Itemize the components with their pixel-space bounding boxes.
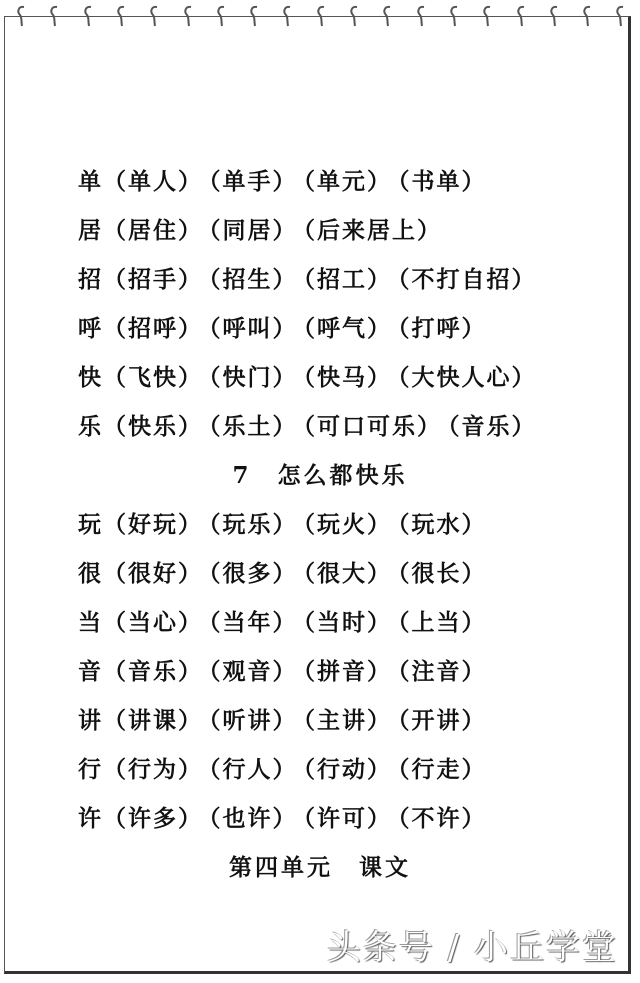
word: （当年） [209, 609, 298, 636]
spiral-ring-icon [183, 4, 195, 30]
spiral-ring-icon [282, 4, 294, 30]
row-char: 音 [78, 658, 103, 685]
word: （呼叫） [209, 315, 298, 342]
word: （不许） [398, 805, 487, 832]
word: （不打自招） [398, 266, 537, 293]
word: （可口可乐） [303, 413, 442, 440]
spiral-binding [0, 0, 640, 40]
word: （音乐） [448, 413, 537, 440]
word: （拼音） [303, 658, 392, 685]
word: （招手） [103, 266, 203, 293]
word: （很多） [209, 560, 298, 587]
word: （当心） [103, 609, 203, 636]
word: （书单） [398, 168, 487, 195]
word: （听讲） [209, 707, 298, 734]
spiral-ring-icon [16, 4, 28, 30]
spiral-ring-icon [49, 4, 61, 30]
word-row [78, 359, 543, 392]
row-char: 居 [78, 217, 103, 244]
word-row [78, 653, 493, 686]
row-char: 乐 [78, 413, 103, 440]
word: （行人） [209, 756, 298, 783]
word-row [78, 163, 493, 196]
word: （行为） [103, 756, 203, 783]
word: （好玩） [103, 511, 203, 538]
word: （注音） [398, 658, 487, 685]
spiral-ring-icon [316, 4, 328, 30]
row-char: 讲 [78, 707, 103, 734]
spiral-ring-icon [449, 4, 461, 30]
word: （大快人心） [398, 364, 537, 391]
word: （飞快） [103, 364, 203, 391]
word: （快马） [303, 364, 392, 391]
row-char: 单 [78, 168, 103, 195]
word: （招工） [303, 266, 392, 293]
spiral-ring-icon [482, 4, 494, 30]
word-row [78, 555, 493, 588]
word: （快门） [209, 364, 298, 391]
word: （开讲） [398, 707, 487, 734]
word: （招生） [209, 266, 298, 293]
word: （主讲） [303, 707, 392, 734]
unit-title: 第四单元 课文 [229, 854, 411, 881]
spiral-ring-icon [516, 4, 528, 30]
word: （很大） [303, 560, 392, 587]
spiral-ring-icon [382, 4, 394, 30]
word: （乐土） [209, 413, 298, 440]
row-char: 玩 [78, 511, 103, 538]
spiral-ring-icon [615, 4, 627, 30]
word: （玩水） [398, 511, 487, 538]
spiral-ring-icon [416, 4, 428, 30]
word-row [78, 604, 493, 637]
word: （快乐） [103, 413, 203, 440]
spiral-ring-icon [249, 4, 261, 30]
word: （居住） [103, 217, 203, 244]
word-row [78, 702, 493, 735]
word: （单手） [209, 168, 298, 195]
word-row [78, 310, 493, 343]
word-row [78, 751, 493, 784]
row-char: 许 [78, 805, 103, 832]
spiral-ring-icon [116, 4, 128, 30]
watermark: 头条号 / 小丘学堂 [326, 928, 618, 968]
word: （很长） [398, 560, 487, 587]
row-char: 呼 [78, 315, 103, 342]
spiral-ring-icon [349, 4, 361, 30]
word: （打呼） [398, 315, 487, 342]
word-row [78, 800, 493, 833]
word: （同居） [209, 217, 298, 244]
word: （上当） [398, 609, 487, 636]
word: （观音） [209, 658, 298, 685]
word-row [78, 261, 543, 294]
word: （单元） [303, 168, 392, 195]
word-row [78, 408, 543, 441]
word: （当时） [303, 609, 392, 636]
lesson-title: 7 怎么都快乐 [232, 462, 408, 489]
word: （音乐） [103, 658, 203, 685]
word: （后来居上） [303, 217, 442, 244]
word-row [78, 506, 493, 539]
word: （招呼） [103, 315, 203, 342]
word: （行动） [303, 756, 392, 783]
spiral-ring-icon [216, 4, 228, 30]
word: （许可） [303, 805, 392, 832]
spiral-ring-icon [83, 4, 95, 30]
row-char: 当 [78, 609, 103, 636]
spiral-ring-icon [582, 4, 594, 30]
word: （玩乐） [209, 511, 298, 538]
word: （也许） [209, 805, 298, 832]
word: （行走） [398, 756, 487, 783]
spiral-ring-icon [149, 4, 161, 30]
word: （单人） [103, 168, 203, 195]
row-char: 很 [78, 560, 103, 587]
word: （许多） [103, 805, 203, 832]
word: （很好） [103, 560, 203, 587]
row-char: 行 [78, 756, 103, 783]
word: （讲课） [103, 707, 203, 734]
word: （玩火） [303, 511, 392, 538]
spiral-ring-icon [549, 4, 561, 30]
word-row [78, 212, 448, 245]
row-char: 招 [78, 266, 103, 293]
row-char: 快 [78, 364, 103, 391]
word: （呼气） [303, 315, 392, 342]
